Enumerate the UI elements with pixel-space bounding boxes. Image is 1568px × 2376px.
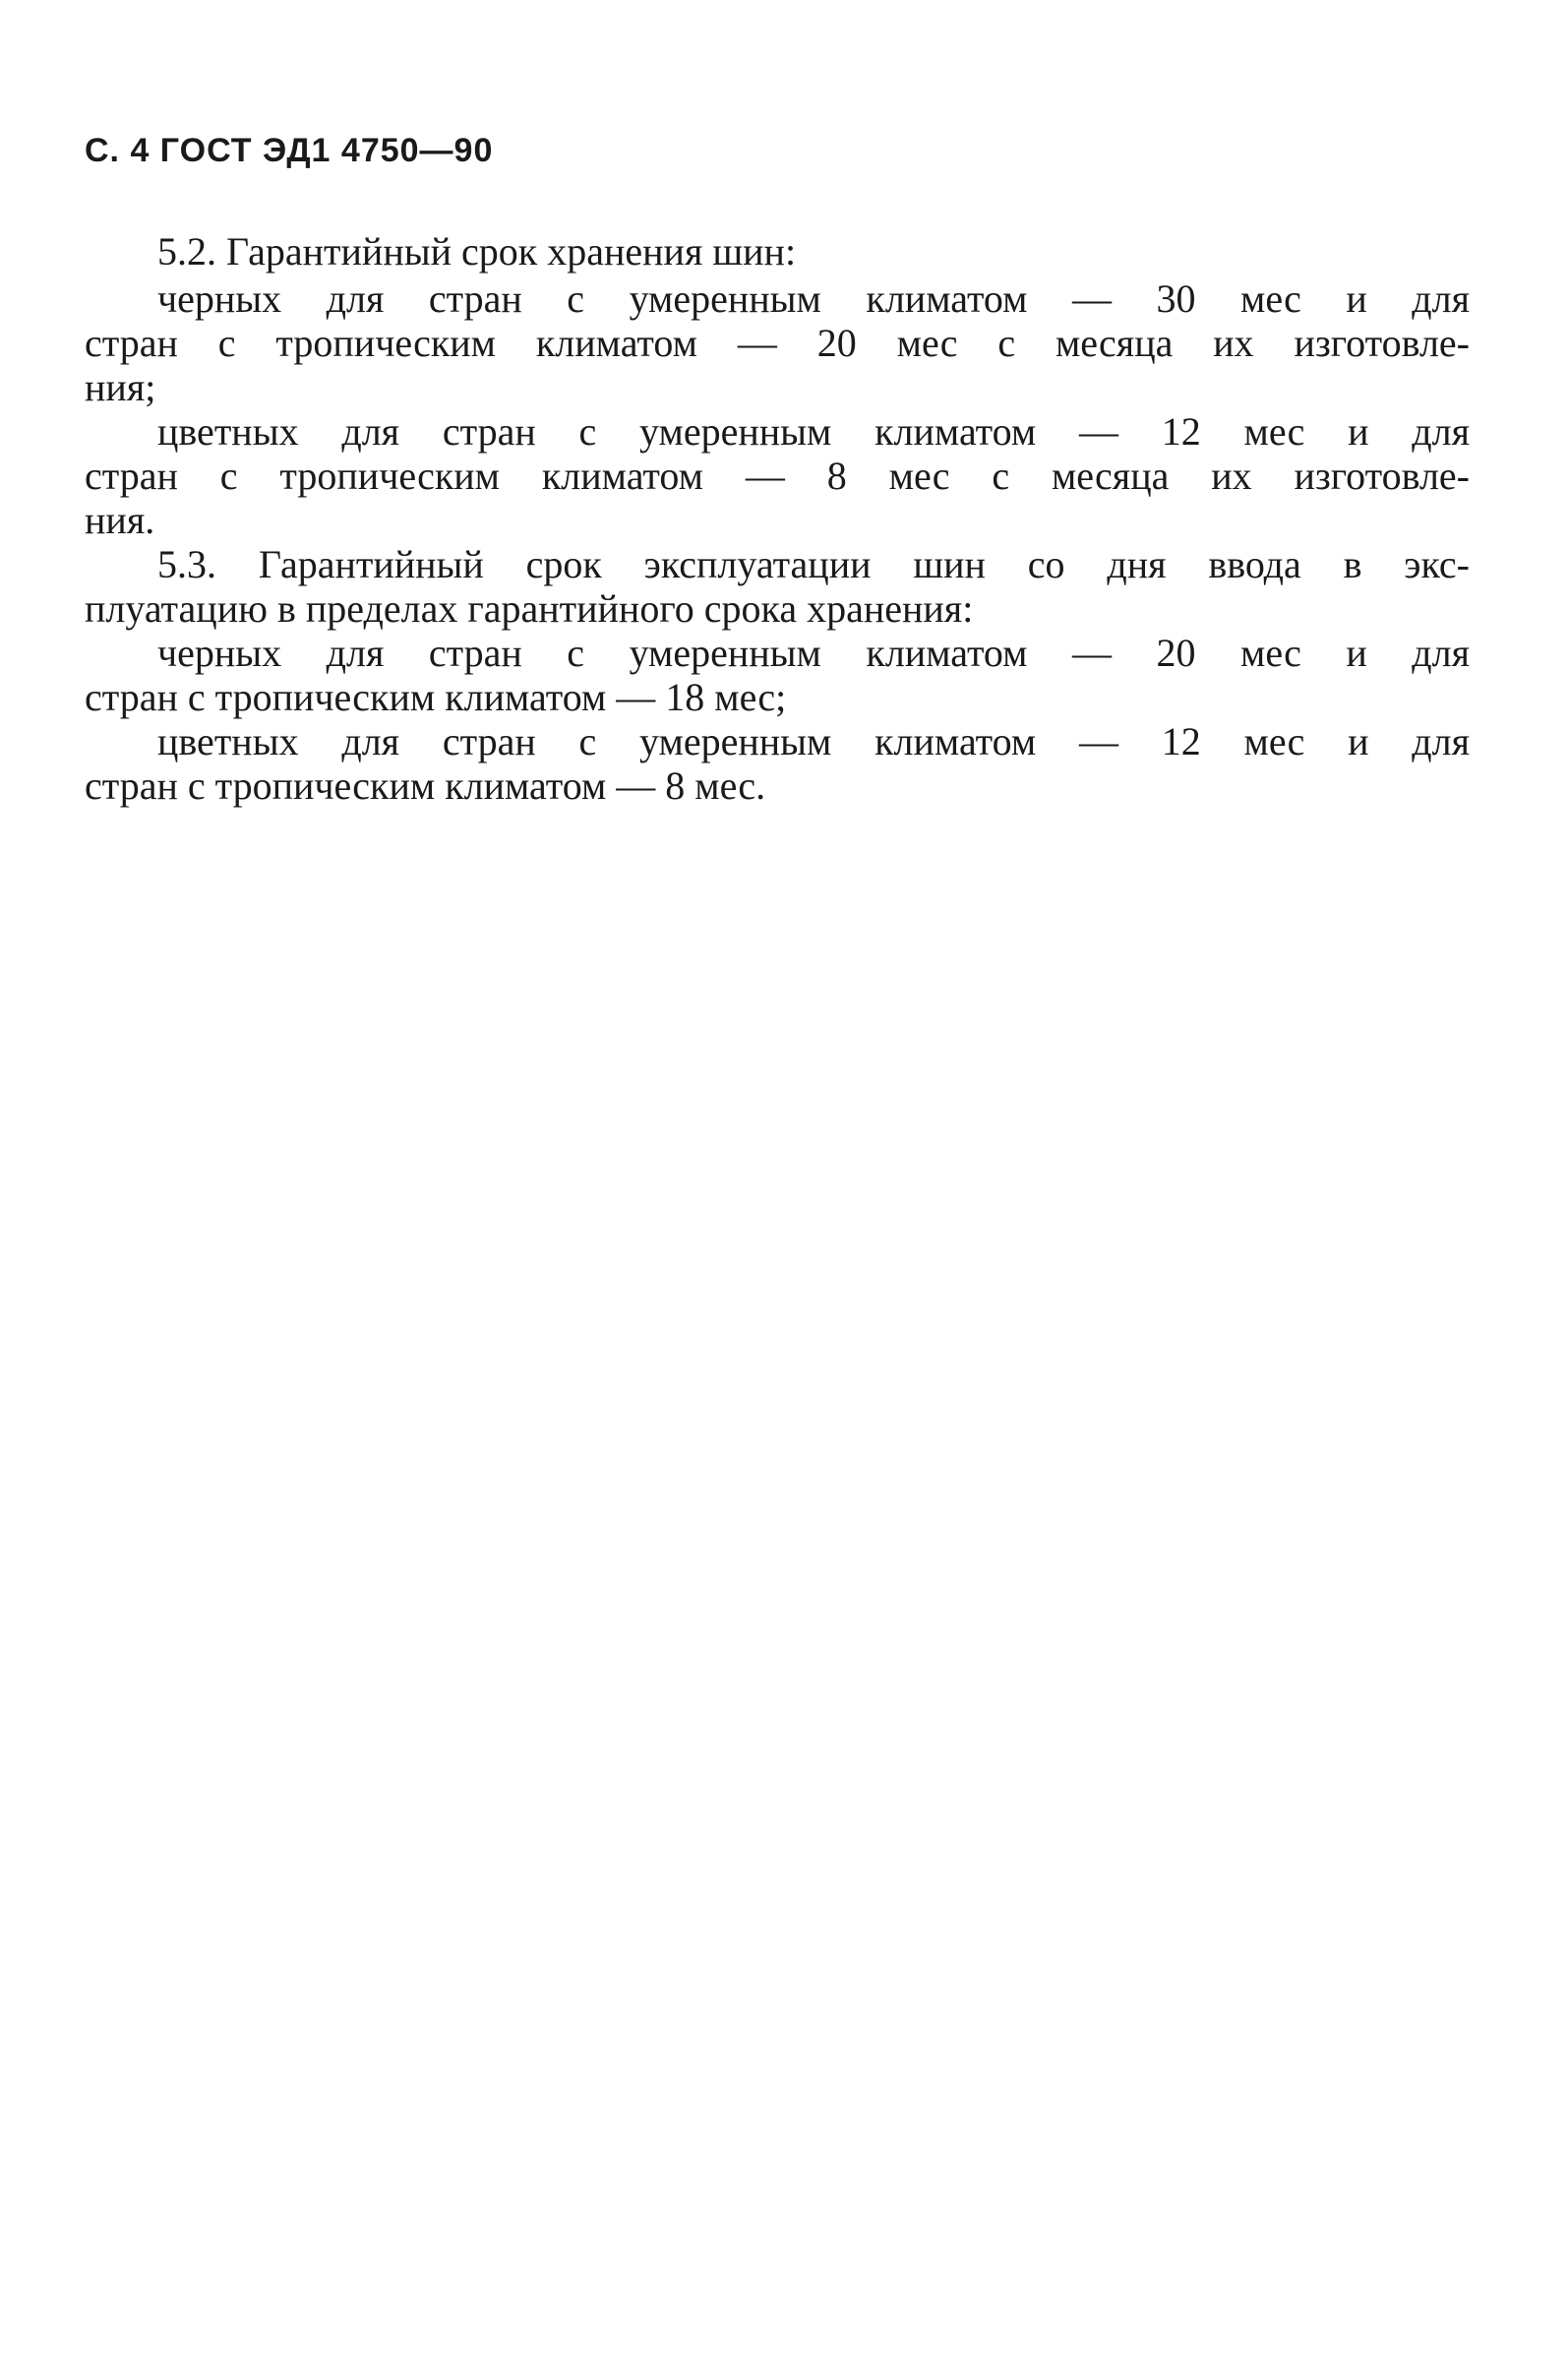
paragraph-line: черных для стран с умеренным климатом — 20 мес и для	[157, 631, 1470, 675]
paragraph-line: ния;	[85, 365, 156, 409]
paragraph-line: стран с тропическим климатом — 8 мес.	[85, 763, 766, 808]
paragraph-line: ния.	[85, 498, 155, 542]
page-header: С. 4 ГОСТ ЭД1 4750—90	[85, 132, 494, 169]
paragraph-line: стран с тропическим климатом — 8 мес с месяца их изготовле-	[85, 454, 1470, 498]
paragraph-line: стран с тропическим климатом — 20 мес с месяца их изготовле-	[85, 321, 1470, 365]
paragraph-line: плуатацию в пределах гарантийного срока хранения:	[85, 586, 974, 631]
section-5-3-heading: 5.3. Гарантийный срок эксплуатации шин со дня ввода в экс-	[157, 542, 1470, 586]
section-5-2-heading: 5.2. Гарантийный срок хранения шин:	[157, 229, 797, 274]
paragraph-line: стран с тропическим климатом — 18 мес;	[85, 675, 787, 719]
paragraph-line: цветных для стран с умеренным климатом — 12 мес и для	[157, 409, 1470, 454]
paragraph-line: цветных для стран с умеренным климатом — 12 мес и для	[157, 719, 1470, 763]
paragraph-line: черных для стран с умеренным климатом — 30 мес и для	[157, 276, 1470, 321]
